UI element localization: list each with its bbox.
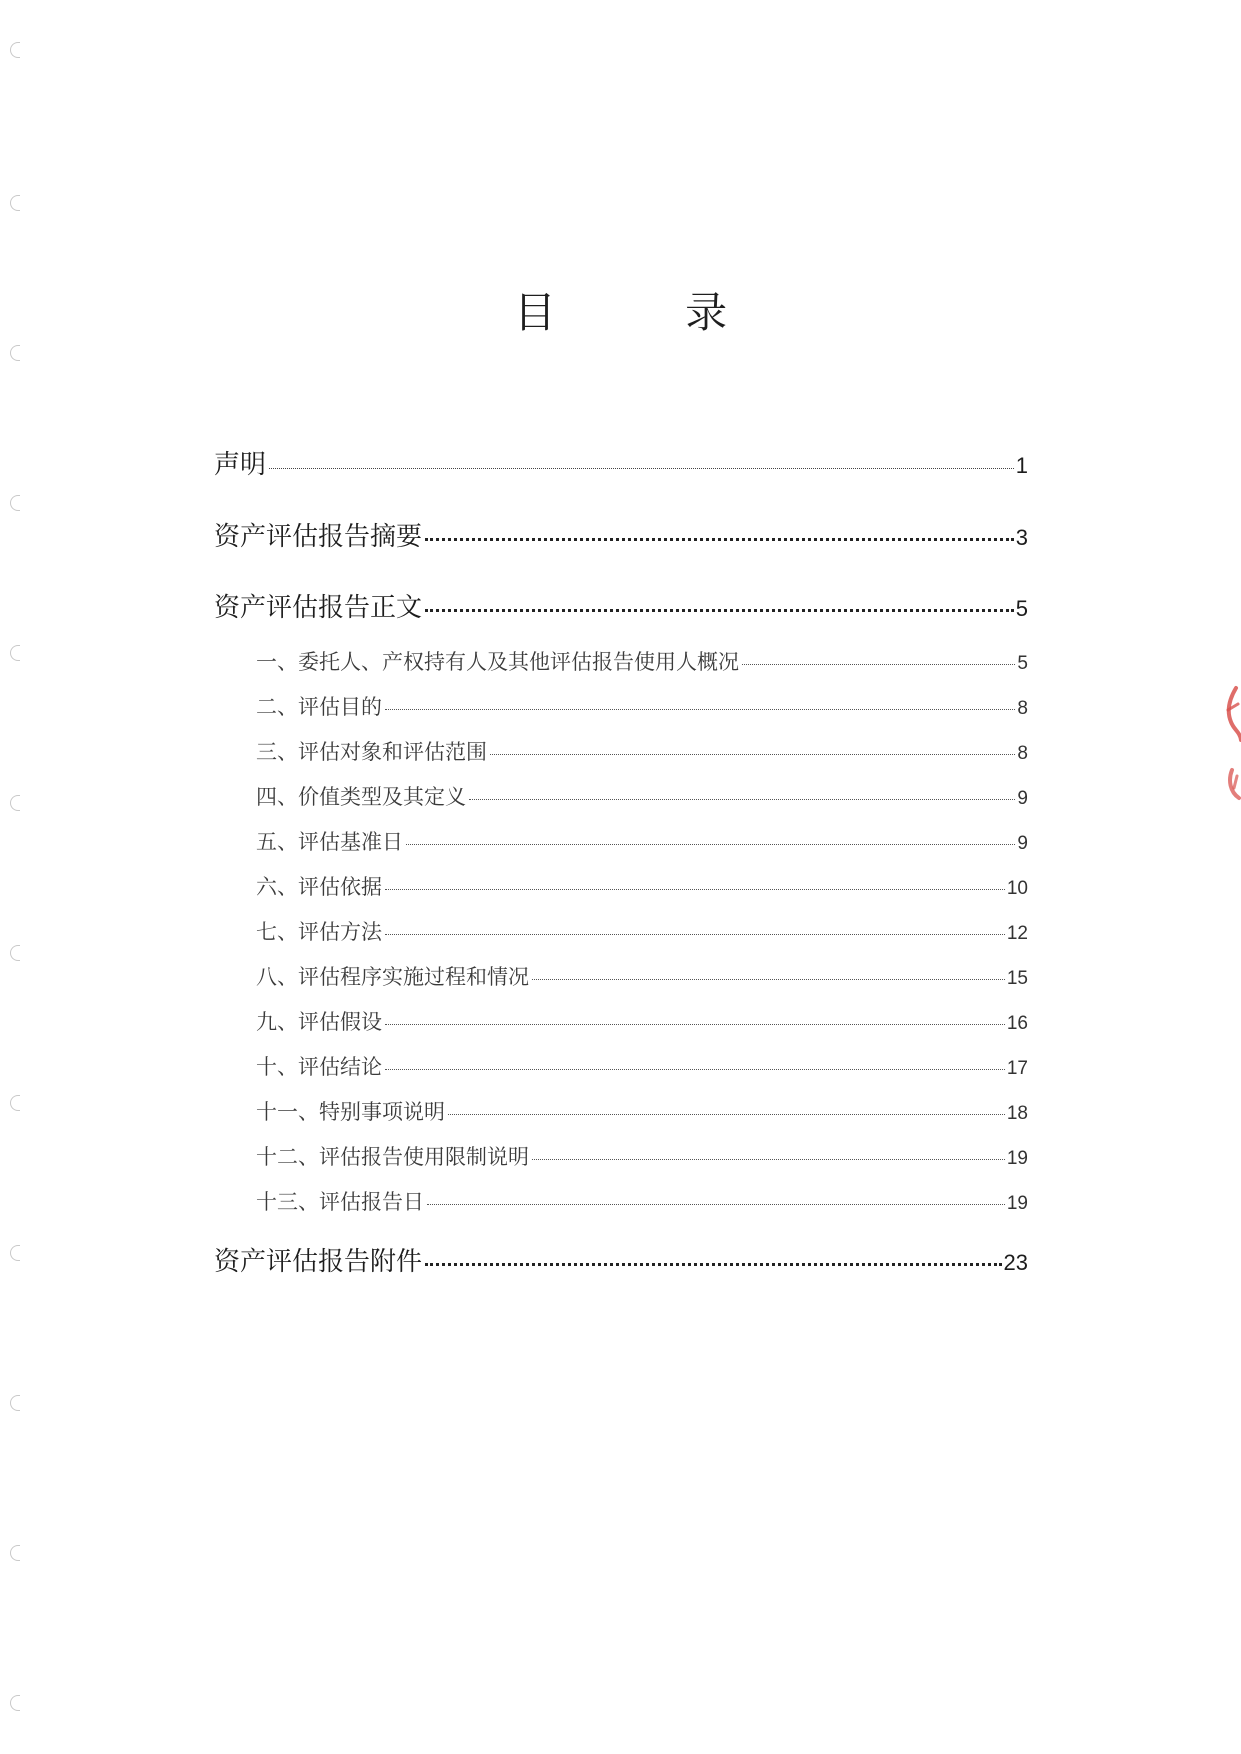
dot-leader [425,538,1014,541]
dot-leader [385,934,1005,935]
toc-subentry-label: 十三、评估报告日 [256,1190,424,1214]
dot-leader [385,889,1005,890]
toc-subentry-label: 一、委托人、产权持有人及其他评估报告使用人概况 [256,650,739,674]
toc-entry-attachments[interactable] [214,1241,1028,1278]
toc-subentry-label: 九、评估假设 [256,1010,382,1034]
binding-hole-icon [10,1545,20,1561]
toc-subentry[interactable] [256,736,1028,766]
dot-leader [406,844,1015,845]
toc-entry-summary[interactable] [214,516,1028,553]
toc-subentry-page: 12 [1006,923,1028,944]
toc-subentry-page: 8 [1017,698,1028,719]
binding-hole-icon [10,345,20,361]
dot-leader [532,1159,1005,1160]
toc-entry-label: 资产评估报告附件 [214,1247,423,1277]
toc-entry-page: 23 [1003,1250,1028,1275]
binding-hole-icon [10,195,20,211]
toc-subentry-page: 9 [1017,788,1028,809]
toc-subentry-page: 15 [1006,968,1028,989]
dot-leader [385,1024,1005,1025]
dot-leader [742,664,1015,665]
toc-subentry[interactable] [256,916,1028,946]
toc-subentry-label: 十二、评估报告使用限制说明 [256,1145,529,1169]
toc-subentry-label: 七、评估方法 [256,920,382,944]
toc-subentry[interactable] [256,961,1028,991]
partial-seal-stamp-icon [1222,680,1241,820]
dot-leader [490,754,1015,755]
toc-entry-page: 3 [1015,525,1028,550]
toc-subentry-page: 17 [1006,1058,1028,1079]
binding-hole-icon [10,945,20,961]
binding-hole-icon [10,1245,20,1261]
toc-subentry[interactable] [256,781,1028,811]
toc-subentry[interactable] [256,691,1028,721]
binding-hole-icon [10,42,20,58]
binding-hole-icon [10,645,20,661]
toc-subentry-label: 五、评估基准日 [256,830,403,854]
toc-subentry-page: 16 [1006,1013,1028,1034]
binding-hole-icon [10,795,20,811]
toc-subentry-label: 六、评估依据 [256,875,382,899]
toc-entry-declaration[interactable] [214,444,1028,481]
toc-entry-main-text[interactable] [214,587,1028,624]
toc-subentry[interactable] [256,1186,1028,1216]
dot-leader [425,609,1014,612]
binding-hole-icon [10,1395,20,1411]
toc-entry-page: 5 [1015,596,1028,621]
toc-subentry[interactable] [256,1051,1028,1081]
toc-subentry[interactable] [256,1141,1028,1171]
toc-subentry[interactable] [256,1006,1028,1036]
dot-leader [269,468,1014,469]
toc-subentry[interactable] [256,871,1028,901]
page-title: 目 录 [513,288,786,337]
toc-subentry-page: 8 [1017,743,1028,764]
toc-subentry-page: 10 [1006,878,1028,899]
toc-entry-label: 资产评估报告摘要 [214,522,423,552]
toc-subentry-page: 9 [1017,833,1028,854]
binding-hole-icon [10,1695,20,1711]
dot-leader [385,1069,1005,1070]
binding-hole-icon [10,495,20,511]
dot-leader [385,709,1015,710]
toc-entry-label: 资产评估报告正文 [214,593,423,623]
binding-holes [10,0,30,1754]
toc-subentry-label: 四、价值类型及其定义 [256,785,466,809]
toc-subentry-label: 十、评估结论 [256,1055,382,1079]
toc-subentry-label: 八、评估程序实施过程和情况 [256,965,529,989]
toc-subentry[interactable] [256,1096,1028,1126]
dot-leader [469,799,1015,800]
toc-subentry-page: 18 [1006,1103,1028,1124]
dot-leader [427,1204,1005,1205]
toc-subentry-page: 19 [1006,1148,1028,1169]
toc-subentry-page: 5 [1017,653,1028,674]
dot-leader [425,1263,1002,1266]
toc-subentry-label: 十一、特别事项说明 [256,1100,445,1124]
toc-subentry-label: 三、评估对象和评估范围 [256,740,487,764]
binding-hole-icon [10,1095,20,1111]
toc-subentry[interactable] [256,826,1028,856]
toc-entry-label: 声明 [214,450,267,480]
toc-subentry[interactable] [256,646,1028,676]
dot-leader [532,979,1005,980]
dot-leader [448,1114,1005,1115]
toc-subentry-label: 二、评估目的 [256,695,382,719]
toc-entry-page: 1 [1015,453,1028,478]
toc-subentry-page: 19 [1006,1193,1028,1214]
